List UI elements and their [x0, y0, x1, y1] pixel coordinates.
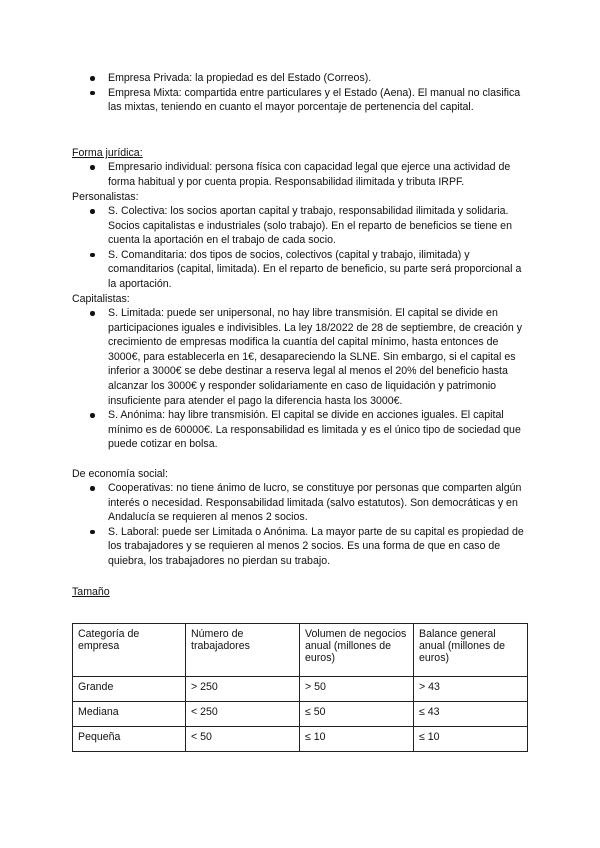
- table-cell: < 250: [186, 702, 300, 727]
- table-header-cell: Número de trabajadores: [186, 624, 300, 677]
- table-row: [73, 702, 528, 727]
- capitalistas-label: Capitalistas:: [72, 293, 130, 305]
- size-table: [72, 623, 528, 752]
- table-header-cell: Balance general anual (millones de euros): [414, 624, 528, 677]
- list-item: Empresa Mixta: compartida entre particulares y el Estado (Aena). El manual no clasifica las mixtas, teniendo en cuanto el mayor porcentaje de pertenencia del capital.: [72, 86, 532, 115]
- list-item: Cooperativas: no tiene ánimo de lucro, se constituye por personas que comparten algún interés o necesidad. Responsabilidad limitada (salvo estatutos). Son democráticas y en Andalucía se requieren al menos 2 socios.: [72, 481, 532, 525]
- economia-social-list: [72, 481, 532, 569]
- table-row: [73, 677, 528, 702]
- list-item: Empresa Privada: la propiedad es del Estado (Correos).: [72, 71, 532, 86]
- list-item: S. Colectiva: los socios aportan capital y trabajo, responsabilidad ilimitada y solidaria. Socios capitalistas e industriales (solo trabajo). En el reparto de beneficios se tiene en cuenta la aportación en el trabajo de cada socio.: [72, 204, 532, 248]
- forma-juridica-heading: Forma jurídica:: [72, 147, 143, 159]
- table-cell: < 50: [186, 727, 300, 752]
- list-item: S. Limitada: puede ser unipersonal, no hay libre transmisión. El capital se divide en participaciones iguales e indivisibles. La ley 18/2022 de 28 de septiembre, de creación y crecimiento de empresas modifica la cuantía del capital mínimo, hasta entonces de 3000€, para establecerla en 1€, desapareciendo la SLNE. Sin embargo, si el capital es inferior a 3000€ se debe destinar a reserva legal al menos el 20% del beneficio hasta alcanzar los 3000€ y responder solidariamente en caso de liquidación y patrimonio insuficiente para atender el pago la diferencia hasta los 3000€.: [72, 306, 532, 408]
- list-item: Empresario individual: persona física con capacidad legal que ejerce una actividad de forma habitual y por cuenta propia. Responsabilidad ilimitada y tributa IRPF.: [72, 160, 532, 189]
- list-item: S. Comanditaria: dos tipos de socios, colectivos (capital y trabajo, ilimitada) y comanditarios (capital, limitada). En el reparto de beneficio, su parte será proporcional a la aportación.: [72, 248, 532, 292]
- table-cell: > 50: [300, 677, 414, 702]
- table-row: [73, 727, 528, 752]
- table-cell: ≤ 50: [300, 702, 414, 727]
- list-item: S. Anónima: hay libre transmisión. El capital se divide en acciones iguales. El capital mínimo es de 60000€. La responsabilidad es limitada y es el único tipo de sociedad que puede cotizar en bolsa.: [72, 408, 532, 452]
- empresa-type-list: [72, 71, 532, 115]
- table-header-row: [73, 624, 528, 677]
- table-cell: Grande: [73, 677, 186, 702]
- table-cell: > 250: [186, 677, 300, 702]
- table-header-cell: Categoría de empresa: [73, 624, 186, 677]
- individual-list: [72, 160, 532, 189]
- table-cell: ≤ 10: [414, 727, 528, 752]
- economia-social-label: De economía social:: [72, 468, 168, 480]
- table-cell: Pequeña: [73, 727, 186, 752]
- tamano-heading: Tamaño: [72, 586, 110, 598]
- table-cell: ≤ 43: [414, 702, 528, 727]
- capitalistas-list: [72, 306, 532, 452]
- list-item: S. Laboral: puede ser Limitada o Anónima. La mayor parte de su capital es propiedad de los trabajadores y se requieren al menos 2 socios. Es una forma de que en caso de quiebra, los trabajadores no pierdan su trabajo.: [72, 525, 532, 569]
- table-header-cell: Volumen de negocios anual (millones de euros): [300, 624, 414, 677]
- table-cell: Mediana: [73, 702, 186, 727]
- personalistas-list: [72, 204, 532, 292]
- personalistas-label: Personalistas:: [72, 191, 139, 203]
- table-cell: ≤ 10: [300, 727, 414, 752]
- table-cell: > 43: [414, 677, 528, 702]
